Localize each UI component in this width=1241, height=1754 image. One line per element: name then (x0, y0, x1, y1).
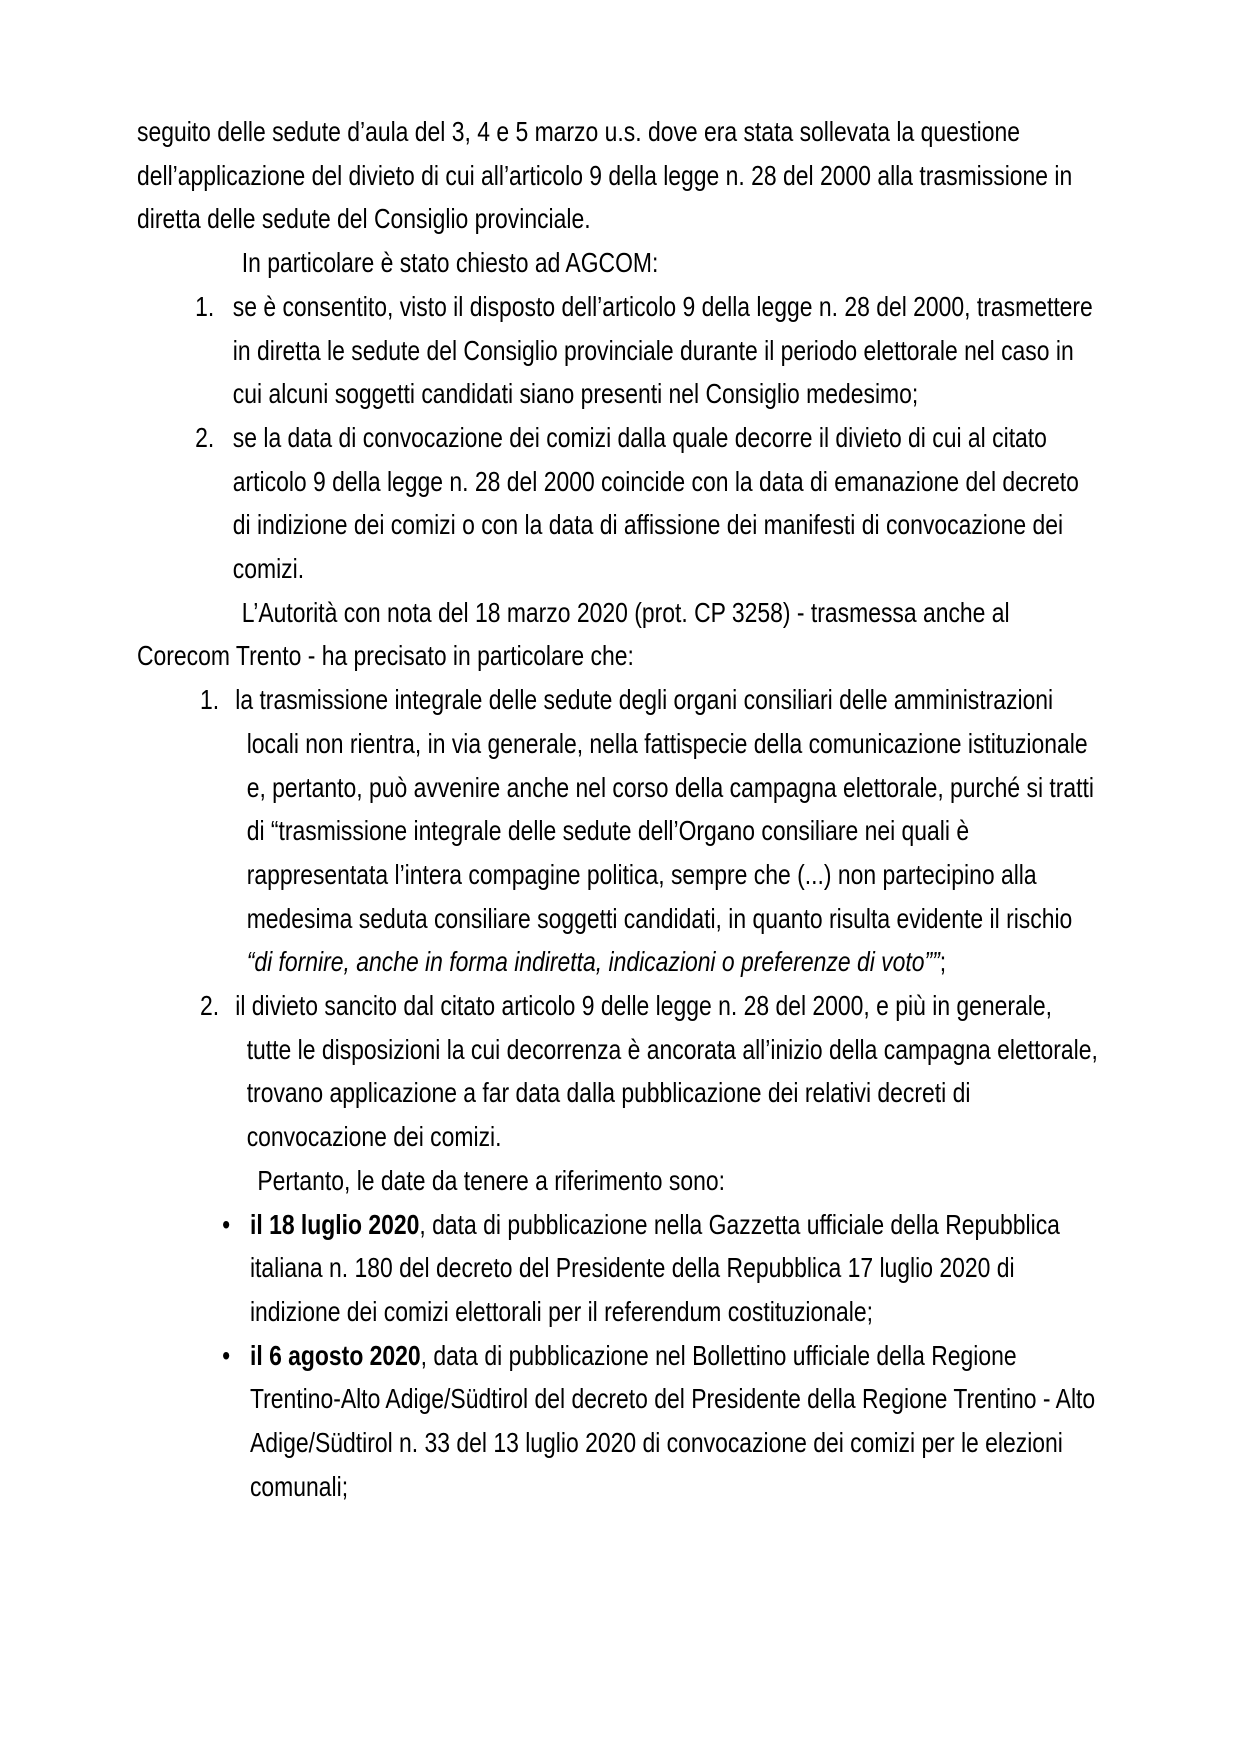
dates-bullet-list (137, 1203, 1103, 1509)
date-item-2-text (250, 1340, 1095, 1502)
date-item-2 (137, 1334, 1103, 1509)
list-number: 2. (195, 421, 215, 453)
clarifications-list (137, 678, 1103, 1159)
date-item-1-text (250, 1209, 1060, 1327)
clarification-item-1-italic-quote: “di fornire, anche in forma indiretta, indicazioni o preferenze di voto”” (246, 946, 940, 978)
bullet-icon: • (222, 1208, 231, 1240)
clarification-item-1-tail: ; (939, 946, 947, 978)
document-page (137, 110, 1103, 1509)
question-item-1 (137, 285, 1103, 416)
date-item-2-description: , data di pubblicazione nel Bollettino ufficiale della Regione Trentino-Alto Adige/Südtirol del decreto del Presidente della Regione Trentino - Alto Adige/Südtirol n. 33 del 13 luglio 2020 di convocazione dei comizi per le elezioni comunali; (249, 1339, 1096, 1502)
bullet-icon: • (222, 1339, 231, 1371)
list-number: 1. (195, 290, 215, 322)
date-item-1 (137, 1203, 1103, 1334)
clarification-item-2-text: il divieto sancito dal citato articolo 9 delle legge n. 28 del 2000, e più in generale, tutte le disposizioni la cui decorrenza è ancorata all’inizio della campagna elettorale, trovano applicazione a far data dalla pubblicazione dei relativi decreti di convocazione dei comizi. (235, 990, 1098, 1153)
paragraph-autorita-nota: L’Autorità con nota del 18 marzo 2020 (prot. CP 3258) - trasmessa anche al Corecom Trento - ha precisato in particolare che: (137, 596, 1010, 672)
clarification-item-1 (137, 678, 1103, 984)
questions-list (137, 285, 1103, 591)
clarification-item-2 (137, 984, 1103, 1159)
list-number: 2. (200, 990, 220, 1022)
date-item-1-date: il 18 luglio 2020 (249, 1208, 420, 1240)
paragraph-pertanto: Pertanto, le date da tenere a riferimento sono: (257, 1164, 725, 1196)
question-item-2 (137, 416, 1103, 591)
clarification-item-1-lead: la trasmissione integrale delle sedute degli organi consiliari delle amministrazioni locali non rientra, in via generale, nella fattispecie della comunicazione istituzionale e, pertanto, può avvenire anche nel corso della campagna elettorale, purché si tratti di “trasmissione integrale delle sedute dell’Organo consiliare nei quali è rappresentata l’intera compagine politica, sempre che (...) non partecipino alla medesima seduta consiliare soggetti candidati, in quanto risulta evidente il rischio (235, 684, 1095, 934)
paragraph-chiesto-agcom: In particolare è stato chiesto ad AGCOM: (241, 247, 659, 279)
date-item-2-date: il 6 agosto 2020 (249, 1339, 421, 1371)
list-number: 1. (200, 684, 220, 716)
date-item-1-description: , data di pubblicazione nella Gazzetta ufficiale della Repubblica italiana n. 180 del decreto del Presidente della Repubblica 17 luglio 2020 di indizione dei comizi elettorali per il referendum costituzionale; (249, 1208, 1060, 1327)
question-item-2-text: se la data di convocazione dei comizi dalla quale decorre il divieto di cui al citato articolo 9 della legge n. 28 del 2000 coincide con la data di emanazione del decreto di indizione dei comizi o con la data di affissione dei manifesti di convocazione dei comizi. (232, 421, 1079, 585)
question-item-1-text: se è consentito, visto il disposto dell’articolo 9 della legge n. 28 del 2000, trasmettere in diretta le sedute del Consiglio provinciale durante il periodo elettorale nel caso in cui alcuni soggetti candidati siano presenti nel Consiglio medesimo; (232, 290, 1093, 410)
paragraph-continuation: seguito delle sedute d’aula del 3, 4 e 5 marzo u.s. dove era stata sollevata la questione dell’applicazione del divieto di cui all’articolo 9 della legge n. 28 del 2000 alla trasmissione in diretta delle sedute del Consiglio provinciale. (137, 116, 1073, 235)
clarification-item-1-text (235, 684, 1094, 977)
